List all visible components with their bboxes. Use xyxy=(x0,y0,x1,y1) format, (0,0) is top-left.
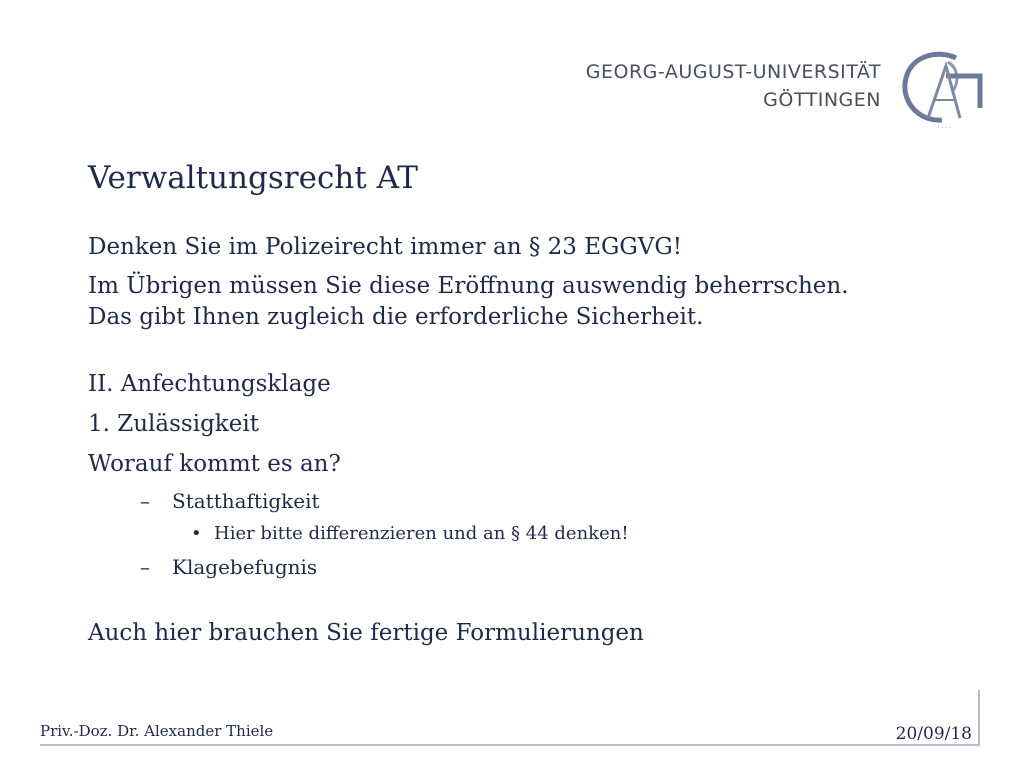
list-item-klagebefugnis xyxy=(88,554,968,580)
footer-author: Priv.-Doz. Dr. Alexander Thiele xyxy=(40,722,274,740)
slide-title: Verwaltungsrecht AT xyxy=(88,160,418,196)
bullet-marker: • xyxy=(191,523,202,544)
footer-divider xyxy=(40,744,980,746)
university-name-line2: GÖTTINGEN xyxy=(763,89,881,111)
paragraph-eroeffnung-line1: Im Übrigen müssen Sie diese Eröffnung auswendig beherrschen. xyxy=(88,273,849,299)
list-item-label: Klagebefugnis xyxy=(172,555,318,579)
heading-anfechtungsklage: II. Anfechtungsklage xyxy=(88,371,331,397)
svg-text:· · · ·: · · · · xyxy=(937,125,951,132)
footer-vertical-divider xyxy=(978,690,980,746)
slide-content xyxy=(88,232,968,649)
sub-list-item-label: Hier bitte differenzieren und an § 44 denken! xyxy=(214,523,629,544)
heading-zulaessigkeit: 1. Zulässigkeit xyxy=(88,411,259,437)
dash-marker: – xyxy=(140,555,150,579)
question-text: Worauf kommt es an? xyxy=(88,451,341,477)
paragraph-eroeffnung xyxy=(88,271,968,333)
list-item-label: Statthaftigkeit xyxy=(172,489,320,513)
paragraph-eroeffnung-line2: Das gibt Ihnen zugleich die erforderliche Sicherheit. xyxy=(88,304,704,330)
closing-statement: Auch hier brauchen Sie fertige Formulierungen xyxy=(88,620,644,646)
university-name xyxy=(586,58,881,114)
paragraph-polizeirecht: Denken Sie im Polizeirecht immer an § 23 EGGVG! xyxy=(88,234,682,260)
list-item-statthaftigkeit xyxy=(88,488,968,514)
footer-date: 20/09/18 xyxy=(895,724,972,744)
sub-list-item xyxy=(88,522,968,546)
dash-marker: – xyxy=(140,489,150,513)
university-logo-icon xyxy=(898,48,990,132)
university-name-line1: GEORG-AUGUST-UNIVERSITÄT xyxy=(585,61,881,83)
